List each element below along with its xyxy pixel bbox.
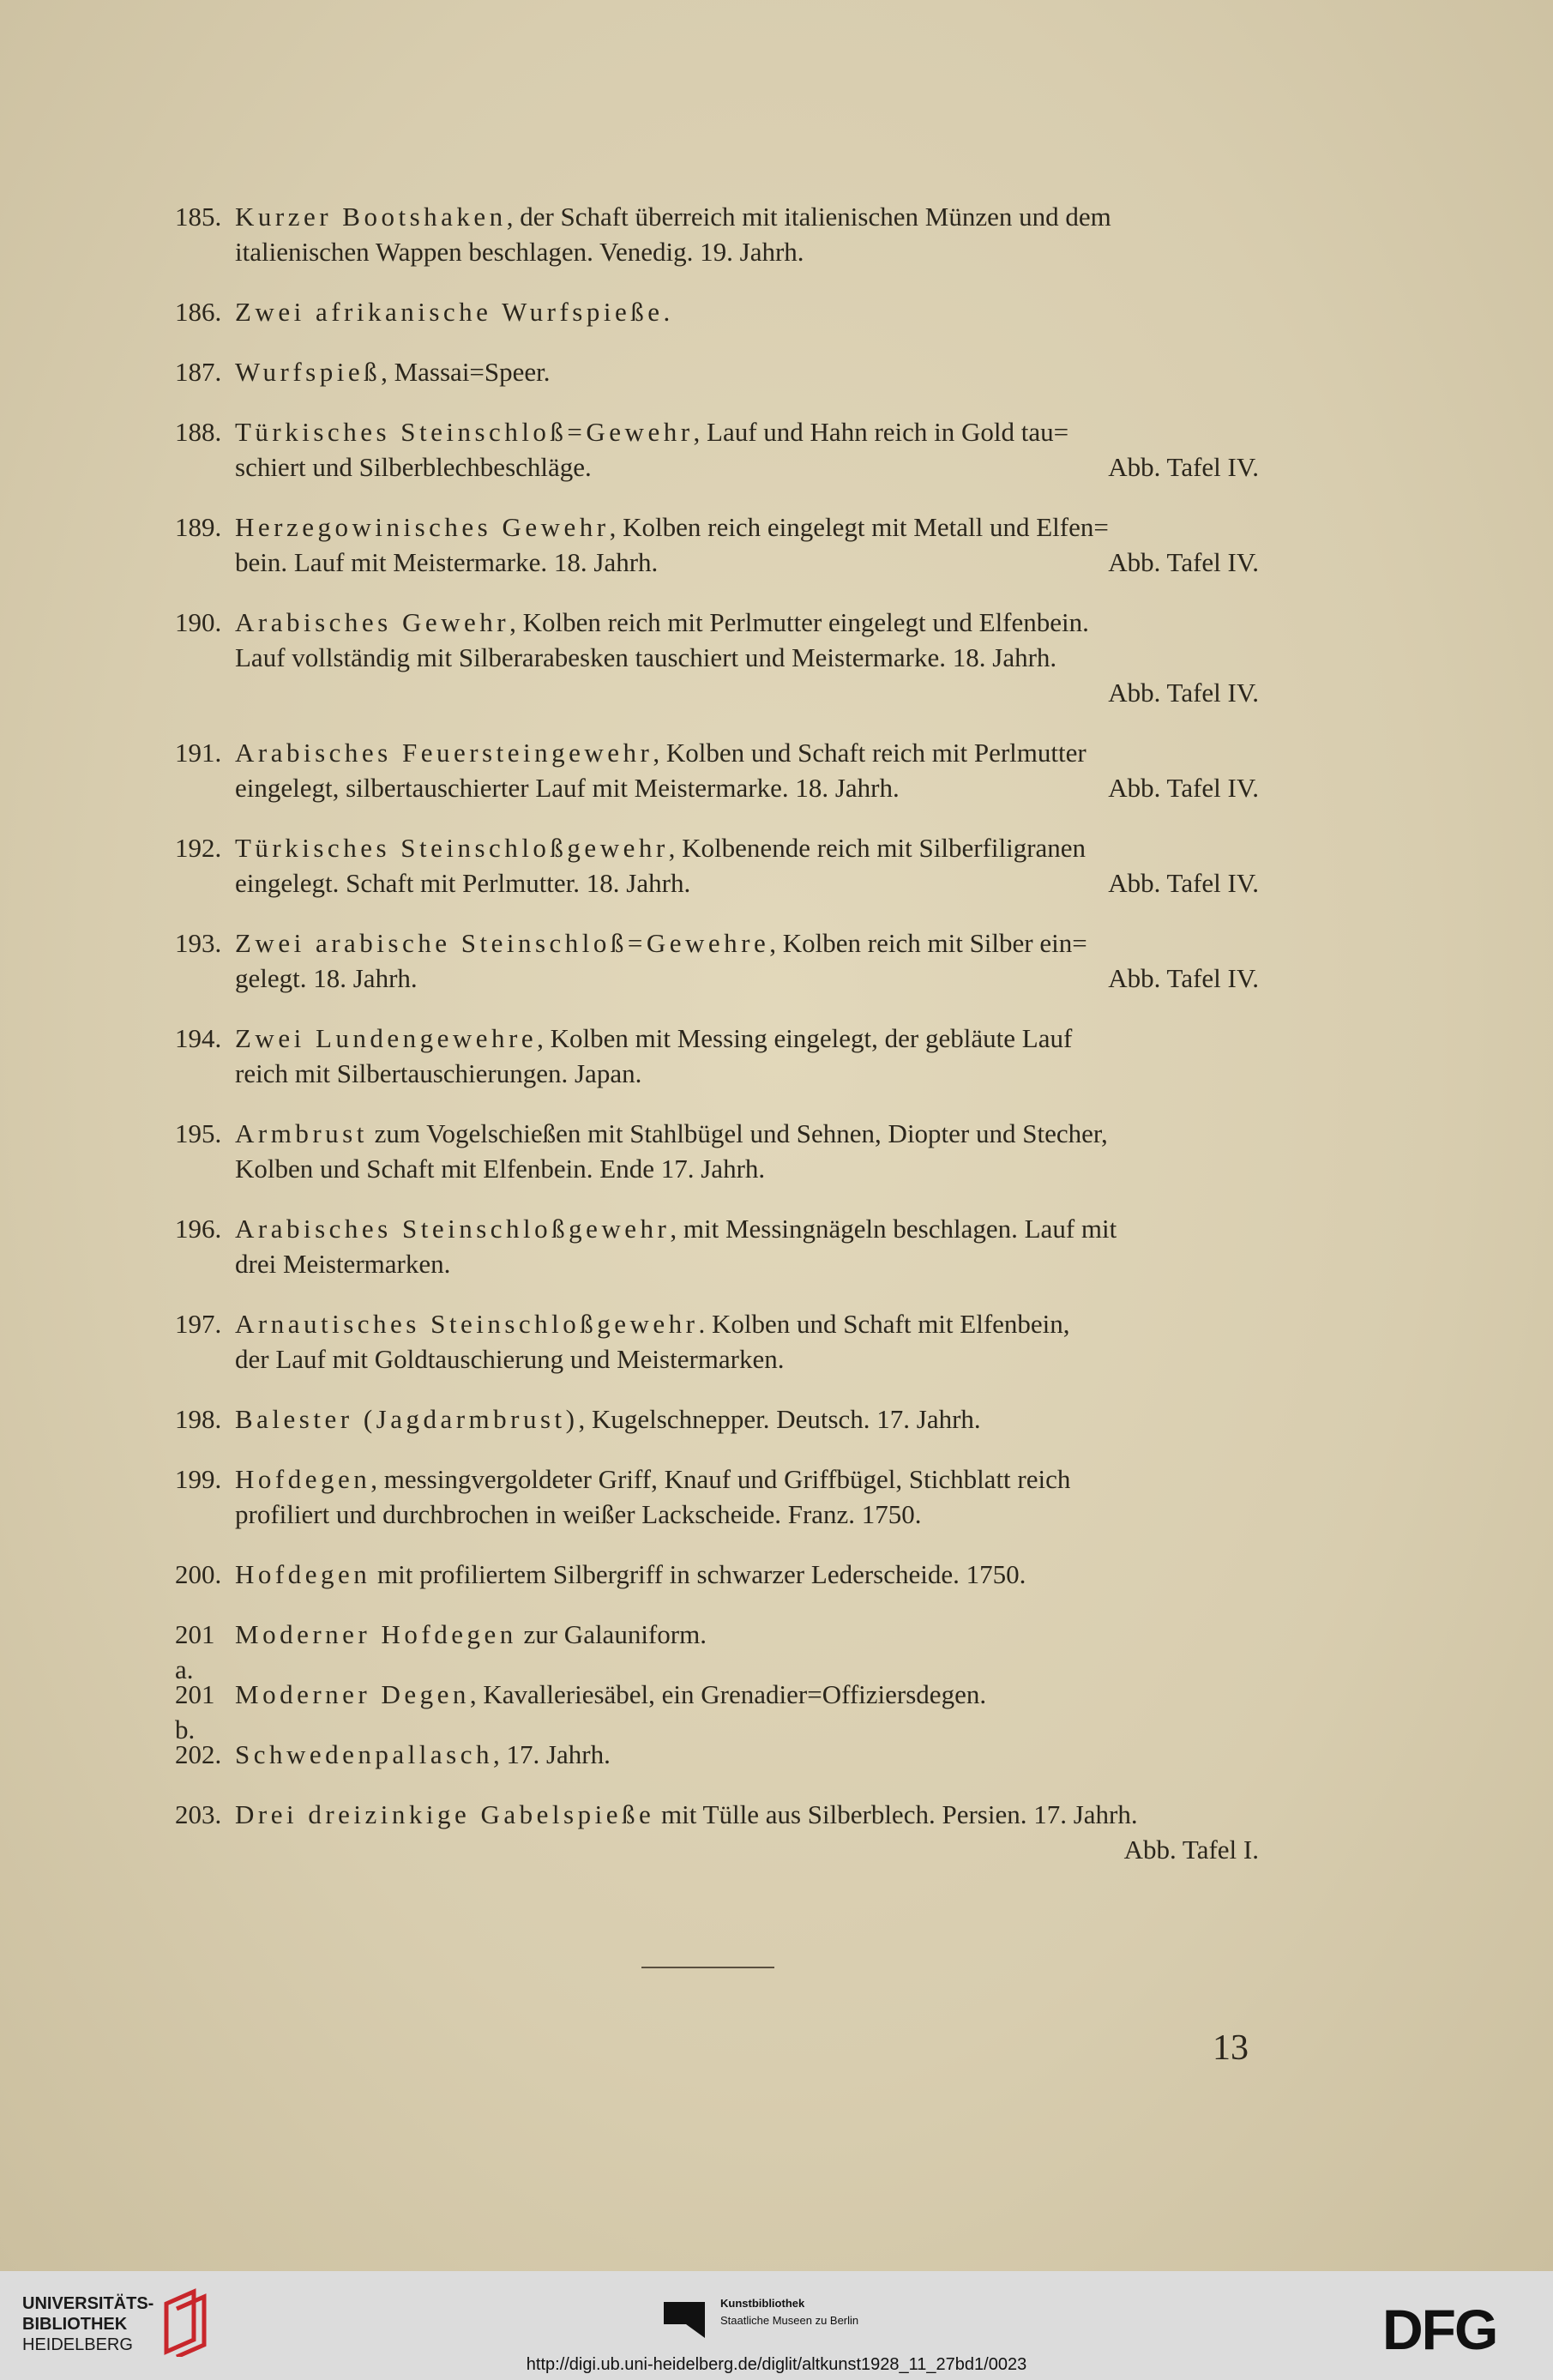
entry-number: 201 a. — [175, 1619, 215, 1684]
catalog-entry — [175, 414, 1259, 485]
entry-line — [235, 1151, 1259, 1186]
catalog-entry — [175, 735, 1259, 805]
entry-description: , Kugelschnepper. Deutsch. 17. Jahrh. — [578, 1404, 981, 1434]
plate-reference: Abb. Tafel I. — [1123, 1835, 1259, 1865]
catalog-entry — [175, 1557, 1259, 1592]
entry-description: gelegt. 18. Jahrh. — [235, 963, 418, 993]
plate-reference: Abb. Tafel IV. — [1108, 773, 1259, 803]
catalog-entry — [175, 1461, 1259, 1532]
entry-object-name: Zwei Lundengewehre — [235, 1023, 538, 1053]
entry-object-name: Kurzer Bootshaken — [235, 202, 507, 232]
entry-number: 202. — [175, 1739, 222, 1769]
catalog-entry — [175, 925, 1259, 996]
entry-description: , Lauf und Hahn reich in Gold tau= — [693, 417, 1069, 447]
entry-description: , Kolben mit Messing eingelegt, der gebläute Lauf — [537, 1023, 1073, 1053]
entry-text — [235, 830, 1259, 901]
entry-line — [235, 354, 1259, 389]
entry-number: 188. — [175, 417, 222, 447]
entry-last-line — [235, 865, 1259, 901]
entry-line — [235, 1737, 1259, 1772]
entry-description: , 17. Jahrh. — [492, 1739, 611, 1769]
entry-number: 190. — [175, 607, 222, 637]
catalog-entry — [175, 1211, 1259, 1281]
entry-object-name: Herzegowinisches Gewehr — [235, 512, 610, 542]
entry-line — [235, 452, 592, 482]
entry-text — [235, 1306, 1259, 1377]
entry-line — [235, 547, 658, 577]
entry-line — [235, 1677, 1259, 1712]
catalog-entry — [175, 830, 1259, 901]
entry-number: 189. — [175, 512, 222, 542]
entry-number: 203. — [175, 1799, 222, 1829]
entry-text — [235, 414, 1259, 485]
entry-description: , Kolbenende reich mit Silberfiligranen — [668, 833, 1086, 863]
plate-reference: Abb. Tafel IV. — [1108, 452, 1259, 482]
entry-number: 195. — [175, 1118, 222, 1148]
ub-line-3: HEIDELBERG — [22, 2335, 133, 2354]
entry-number: 201 b. — [175, 1679, 215, 1744]
entry-line — [235, 234, 1259, 269]
entry-description: Lauf vollständig mit Silberarabesken tauschiert und Meistermarke. 18. Jahrh. — [235, 642, 1057, 672]
entry-line — [235, 1211, 1259, 1246]
entry-object-name: Balester (Jagdarmbrust) — [235, 1404, 579, 1434]
entry-description: schiert und Silberblechbeschläge. — [235, 452, 592, 482]
viewer-footer — [0, 2271, 1553, 2380]
entry-object-name: Arnautisches Steinschloßgewehr — [235, 1309, 699, 1339]
entry-text — [235, 1557, 1259, 1592]
entry-number: 186. — [175, 297, 222, 327]
entry-line — [235, 1557, 1259, 1592]
entry-text — [235, 199, 1259, 269]
entry-object-name: Türkisches Steinschloßgewehr — [235, 833, 669, 863]
catalog-entry — [175, 1797, 1259, 1867]
entry-line — [235, 1246, 1259, 1281]
entry-text — [235, 1116, 1259, 1186]
plate-reference: Abb. Tafel IV. — [1108, 868, 1259, 898]
entry-text — [235, 509, 1259, 580]
entry-number: 198. — [175, 1404, 222, 1434]
entry-line — [235, 605, 1259, 640]
entry-line — [235, 1497, 1259, 1532]
entry-description: , Kolben reich mit Silber ein= — [769, 928, 1087, 958]
entry-description: , Kavalleriesäbel, ein Grenadier=Offiziersdegen. — [469, 1679, 987, 1709]
entry-line — [235, 294, 1259, 329]
entry-description: bein. Lauf mit Meistermarke. 18. Jahrh. — [235, 547, 659, 577]
catalog-entry — [175, 509, 1259, 580]
entry-object-name: Türkisches Steinschloß=Gewehr — [235, 417, 694, 447]
entry-line — [235, 1617, 1259, 1652]
entry-text — [235, 294, 1259, 329]
ub-heidelberg-logo-icon[interactable] — [160, 2287, 213, 2357]
entry-last-line — [235, 961, 1259, 996]
entry-description: , mit Messingnägeln beschlagen. Lauf mit — [670, 1214, 1117, 1244]
entry-description: . Kolben und Schaft mit Elfenbein, — [698, 1309, 1070, 1339]
entry-last-line — [235, 449, 1259, 485]
entry-description: , der Schaft überreich mit italienischen Münzen und dem — [506, 202, 1111, 232]
catalog-entry — [175, 1617, 1259, 1684]
entry-description: , Kolben und Schaft reich mit Perlmutter — [653, 738, 1086, 768]
entry-object-name: Moderner Hofdegen — [235, 1619, 517, 1649]
entry-text — [235, 605, 1259, 710]
entry-number: 187. — [175, 357, 222, 387]
entry-description: der Lauf mit Goldtauschierung und Meistermarken. — [235, 1344, 785, 1374]
catalog-entry — [175, 1116, 1259, 1186]
entry-line — [235, 1056, 1259, 1091]
entry-number: 194. — [175, 1023, 222, 1053]
entry-last-line — [235, 545, 1259, 580]
entry-line — [235, 199, 1259, 234]
entry-object-name: Zwei arabische Steinschloß=Gewehre — [235, 928, 770, 958]
entry-last-line — [235, 770, 1259, 805]
entry-line — [235, 1797, 1259, 1832]
separator-rule — [641, 1967, 774, 1968]
entry-number: 191. — [175, 738, 222, 768]
entry-text — [235, 735, 1259, 805]
entry-object-name: Wurfspieß — [235, 357, 382, 387]
entry-text — [235, 1737, 1259, 1772]
entry-line — [235, 1021, 1259, 1056]
ub-line-1: UNIVERSITÄTS- — [22, 2294, 154, 2313]
catalog-entries — [175, 199, 1259, 1892]
entry-line — [235, 963, 418, 993]
entry-text — [235, 1211, 1259, 1281]
entry-number: 196. — [175, 1214, 222, 1244]
catalog-entry — [175, 605, 1259, 710]
plate-reference: Abb. Tafel IV. — [1108, 547, 1259, 577]
entry-object-name: Hofdegen — [235, 1464, 371, 1494]
entry-object-name: Armbrust — [235, 1118, 368, 1148]
catalog-entry — [175, 1677, 1259, 1744]
catalog-entry — [175, 1401, 1259, 1437]
kb-line-1: Kunstbibliothek — [720, 2297, 805, 2310]
entry-line — [235, 925, 1259, 961]
entry-number: 185. — [175, 202, 222, 232]
entry-description: mit profiliertem Silbergriff in schwarzer Lederscheide. 1750. — [370, 1559, 1026, 1589]
entry-number: 193. — [175, 928, 222, 958]
catalog-entry — [175, 354, 1259, 389]
plate-reference: Abb. Tafel IV. — [1108, 963, 1259, 993]
entry-number: 197. — [175, 1309, 222, 1339]
entry-line — [235, 868, 690, 898]
catalog-entry — [175, 294, 1259, 329]
entry-number: 199. — [175, 1464, 222, 1494]
entry-description: eingelegt. Schaft mit Perlmutter. 18. Jahrh. — [235, 868, 691, 898]
catalog-entry — [175, 1021, 1259, 1091]
entry-object-name: Arabisches Steinschloßgewehr — [235, 1214, 671, 1244]
entry-text — [235, 1021, 1259, 1091]
ub-heidelberg-wordmark[interactable] — [22, 2293, 153, 2355]
entry-object-name: Zwei afrikanische Wurfspieße — [235, 297, 664, 327]
entry-description: , Massai=Speer. — [381, 357, 551, 387]
entry-line — [235, 830, 1259, 865]
entry-text — [235, 925, 1259, 996]
entry-line — [235, 414, 1259, 449]
catalog-entry — [175, 199, 1259, 269]
entry-text — [235, 1617, 1259, 1652]
entry-line — [235, 1461, 1259, 1497]
entry-number: 192. — [175, 833, 222, 863]
entry-number: 200. — [175, 1559, 222, 1589]
kb-line-2: Staatliche Museen zu Berlin — [720, 2314, 859, 2327]
entry-description: eingelegt, silbertauschierter Lauf mit Meistermarke. 18. Jahrh. — [235, 773, 900, 803]
catalog-entry — [175, 1737, 1259, 1772]
entry-description: drei Meistermarken. — [235, 1249, 451, 1279]
entry-object-name: Arabisches Gewehr — [235, 607, 510, 637]
entry-description: Kolben und Schaft mit Elfenbein. Ende 17. Jahrh. — [235, 1154, 766, 1184]
entry-description: zur Galauniform. — [516, 1619, 707, 1649]
entry-text — [235, 1677, 1259, 1712]
entry-description: , Kolben reich mit Perlmutter eingelegt und Elfenbein. — [509, 607, 1089, 637]
ub-line-2: BIBLIOTHEK — [22, 2315, 128, 2334]
entry-object-name: Hofdegen — [235, 1559, 371, 1589]
entry-text — [235, 1401, 1259, 1437]
entry-description: , Kolben reich eingelegt mit Metall und Elfen= — [609, 512, 1109, 542]
permalink-url[interactable]: http://digi.ub.uni-heidelberg.de/diglit/altkunst1928_11_27bd1/0023 — [526, 2355, 1027, 2374]
entry-description: profiliert und durchbrochen in weißer Lackscheide. Franz. 1750. — [235, 1499, 922, 1529]
entry-line — [235, 773, 900, 803]
entry-line — [235, 1306, 1259, 1341]
entry-description: zum Vogelschießen mit Stahlbügel und Sehnen, Diopter und Stecher, — [367, 1118, 1108, 1148]
entry-line — [235, 735, 1259, 770]
kunstbibliothek-logo-icon[interactable] — [662, 2295, 707, 2340]
entry-object-name: Moderner Degen — [235, 1679, 470, 1709]
entry-description: italienischen Wappen beschlagen. Venedig. 19. Jahrh. — [235, 237, 804, 267]
entry-line — [235, 1116, 1259, 1151]
entry-description: mit Tülle aus Silberblech. Persien. 17. Jahrh. — [654, 1799, 1138, 1829]
plate-reference: Abb. Tafel IV. — [1108, 678, 1259, 708]
entry-text — [235, 1461, 1259, 1532]
entry-object-name: Drei dreizinkige Gabelspieße — [235, 1799, 655, 1829]
kunstbibliothek-wordmark[interactable] — [720, 2295, 858, 2329]
entry-object-name: Arabisches Feuersteingewehr — [235, 738, 653, 768]
catalog-entry — [175, 1306, 1259, 1377]
dfg-logo[interactable]: DFG — [1382, 2298, 1497, 2361]
entry-description: . — [663, 297, 671, 327]
entry-text — [235, 1797, 1259, 1867]
entry-description: reich mit Silbertauschierungen. Japan. — [235, 1058, 642, 1088]
entry-line — [235, 1341, 1259, 1377]
page-number: 13 — [1213, 2028, 1249, 2068]
entry-description: , messingvergoldeter Griff, Knauf und Griffbügel, Stichblatt reich — [370, 1464, 1071, 1494]
entry-line — [235, 640, 1259, 675]
entry-text — [235, 354, 1259, 389]
entry-object-name: Schwedenpallasch — [235, 1739, 493, 1769]
entry-line — [235, 1401, 1259, 1437]
entry-line — [235, 509, 1259, 545]
